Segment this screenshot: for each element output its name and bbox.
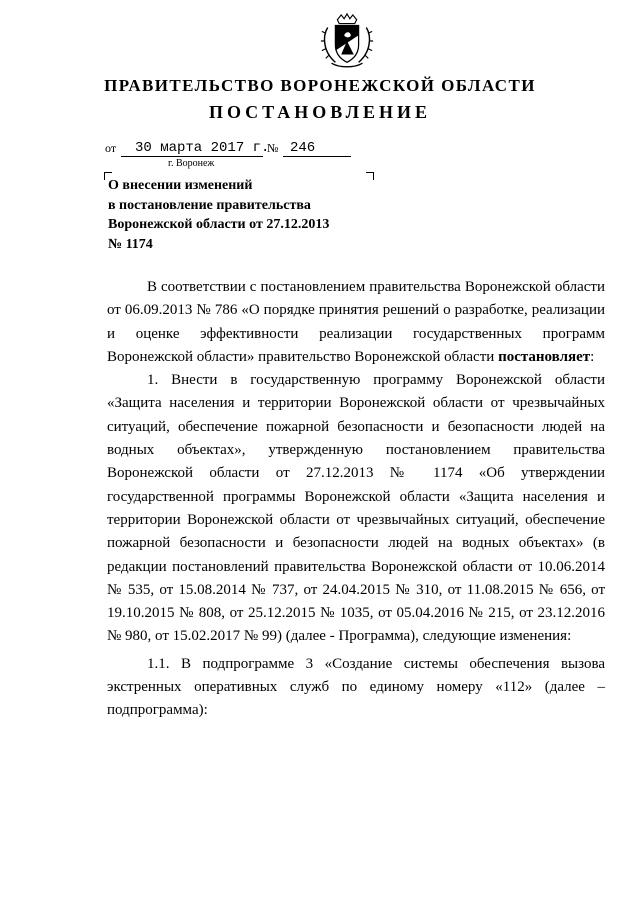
subject-line: Воронежской области от 27.12.2013 — [108, 217, 330, 232]
number-label: № — [267, 141, 279, 155]
date-underline — [121, 156, 263, 157]
preamble-text: В соответствии с постановлением правительства Воронежской области от 06.09.2013 № 786 «О порядке принятия решений о разработке, реализации и оценке эффективности реализации государственных программ Воронежской области» правительство Воронежской области — [107, 279, 605, 365]
document-subject — [108, 176, 368, 254]
document-type-title: ПОСТАНОВЛЕНИЕ — [208, 102, 432, 122]
subject-line: в постановление правительства — [108, 197, 311, 213]
subject-line: № 1174 — [108, 236, 153, 252]
document-body — [107, 276, 605, 723]
preamble-paragraph — [107, 276, 605, 369]
subject-line: О внесении изменений — [108, 178, 253, 193]
voronezh-coat-of-arms-icon — [318, 12, 376, 70]
document-number: 246 — [290, 140, 316, 156]
item-1-paragraph: 1. Внести в государственную программу Воронежской области «Защита населения и территории Воронежской области от чрезвычайных ситуаций, обеспечение пожарной безопасности и безопасности людей на водных объектах», утвержденную постановлением правительства Воронежской области от 27.12.2013 № 1174 «Об утверждении государственной программы Воронежской области «Защита населения и территории Воронежской области от чрезвычайных ситуаций, обеспечение пожарной безопасности и безопасности людей на водных объектах» (в редакции постановлений правительства Воронежской области от 10.06.2014 № 535, от 15.08.2014 № 737, от 24.04.2015 № 310, от 11.08.2015 № 656, от 19.10.2015 № 808, от 25.12.2015 № 1035, от 05.04.2016 № 215, от 23.12.2016 № 980, от 15.02.2017 № 99) (далее - Программа), следующие изменения: — [107, 372, 605, 645]
preamble-end: : — [590, 348, 595, 365]
preamble-keyword: постановляет — [498, 348, 591, 365]
document-date: 30 марта 2017 г. — [135, 140, 270, 156]
organization-title: ПРАВИТЕЛЬСТВО ВОРОНЕЖСКОЙ ОБЛАСТИ — [104, 76, 536, 95]
date-from-label: от — [105, 141, 117, 155]
number-underline — [283, 156, 351, 157]
date-number-line — [105, 138, 365, 160]
item-1-1-paragraph: 1.1. В подпрограмме 3 «Создание системы обеспечения вызова экстренных оперативных служб по единому номеру «112» (далее – подпрограмма): — [107, 655, 605, 719]
city-label: г. Воронеж — [168, 158, 215, 169]
